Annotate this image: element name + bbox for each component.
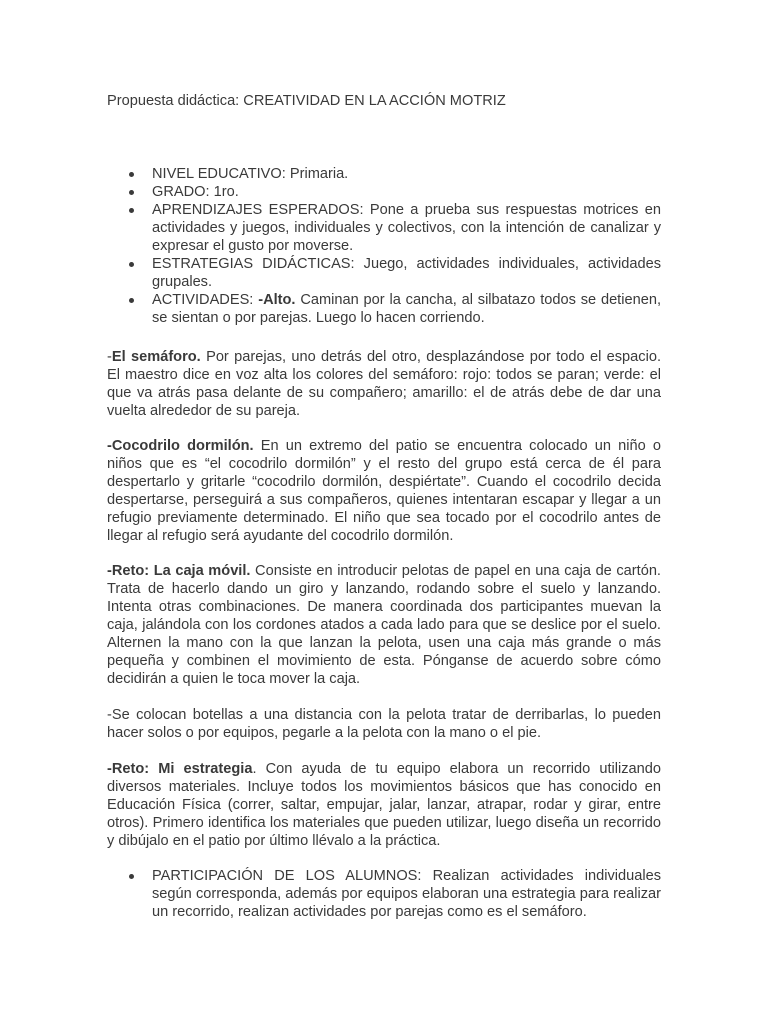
paragraph-bold-label: El semáforo. — [111, 349, 201, 365]
bullet-icon — [129, 262, 134, 267]
bullet-icon — [129, 172, 134, 177]
info-bullet-list — [107, 165, 661, 327]
paragraph-text: . Con ayuda de tu equipo elabora un recorrido utilizando diversos materiales. Incluye todos los movimientos básicos que has conocido en Educación Física (correr, saltar, empujar, jalar, lanzar, atrapar, rodar y girar, entre otros). Primero identifica los materiales que pueden utilizar, luego diseña un recorrido y dibújalo en el patio por último llévalo a la práctica. — [107, 761, 662, 849]
paragraph-semaforo — [107, 348, 661, 420]
list-item-participacion — [107, 867, 661, 921]
paragraph-text: Consiste en introducir pelotas de papel en una caja de cartón. Trata de hacerlo dando un giro y lanzando, rodando sobre el suelo y lanzando. Intenta otras combinaciones. De manera coordinada dos participantes muevan la caja, jalándola con los cordones atados a cada lado para que se deslice por el suelo. Alternen la mano con la que lanzan la pelota, usen una caja más grande o más pequeña y combinen el movimiento de esta. Pónganse de acuerdo sobre cómo decidirán a quien le toca mover la caja. — [107, 563, 661, 687]
bullet-prefix: ACTIVIDADES: — [152, 292, 259, 308]
paragraph-bold-label: -Cocodrilo dormilón. — [107, 438, 254, 454]
bullet-icon — [129, 190, 134, 195]
list-item-aprendizajes — [107, 201, 661, 255]
document-title: Propuesta didáctica: CREATIVIDAD EN LA ACCIÓN MOTRIZ — [107, 93, 506, 109]
list-item-nivel — [107, 165, 661, 183]
bullet-text: APRENDIZAJES ESPERADOS: Pone a prueba sus respuestas motrices en actividades y juegos, individuales y colectivos, con la intención de canalizar y expresar el gusto por moverse. — [152, 202, 661, 254]
paragraph-cocodrilo — [107, 437, 661, 545]
bullet-text: ESTRATEGIAS DIDÁCTICAS: Juego, actividades individuales, actividades grupales. — [152, 256, 661, 290]
paragraph-text: -Se colocan botellas a una distancia con la pelota tratar de derribarlas, lo pueden hacer solos o por equipos, pegarle a la pelota con la mano o el pie. — [107, 707, 661, 741]
bullet-text: PARTICIPACIÓN DE LOS ALUMNOS: Realizan actividades individuales según corresponda, además por equipos elaboran una estrategia para realizar un recorrido, realizan actividades por parejas como es el semáforo. — [152, 868, 661, 920]
bullet-bold-label: -Alto. — [258, 292, 296, 308]
paragraph-text: Por parejas, uno detrás del otro, desplazándose por todo el espacio. El maestro dice en voz alta los colores del semáforo: rojo: todos se paran; verde: el que va atrás pasa delante de su compañero; amarillo: el de atrás debe de dar una vuelta alrededor de su pareja. — [107, 349, 661, 419]
paragraph-botellas — [107, 706, 661, 742]
paragraph-text: En un extremo del patio se encuentra colocado un niño o niños que es “el cocodrilo dormilón” y el resto del grupo está cerca de él para despertarlo y gritarle “cocodrilo dormilón, despiértate”. Cuando el cocodrilo decida despertarse, perseguirá a sus compañeros, quienes intentaran escapar y llegar a un refugio previamente determinado. El niño que sea tocado por el cocodrilo antes de llegar al refugio será ayudante del cocodrilo dormilón. — [107, 438, 662, 544]
bullet-text: GRADO: 1ro. — [152, 184, 239, 200]
paragraph-mi-estrategia — [107, 760, 661, 850]
participation-bullet-list — [107, 867, 661, 921]
paragraph-bold-label: -Reto: La caja móvil. — [107, 563, 251, 579]
bullet-icon — [129, 874, 134, 879]
list-item-actividades — [107, 291, 661, 327]
paragraph-bold-label: -Reto: Mi estrategia — [107, 761, 253, 777]
bullet-icon — [129, 298, 134, 303]
list-item-grado — [107, 183, 661, 201]
paragraph-prefix: - — [107, 349, 112, 365]
bullet-text: Caminan por la cancha, al silbatazo todos se detienen, se sientan o por parejas. Luego lo hacen corriendo. — [152, 292, 661, 326]
bullet-icon — [129, 208, 134, 213]
bullet-text: NIVEL EDUCATIVO: Primaria. — [152, 166, 349, 182]
list-item-estrategias — [107, 255, 661, 291]
paragraph-caja-movil — [107, 562, 661, 688]
